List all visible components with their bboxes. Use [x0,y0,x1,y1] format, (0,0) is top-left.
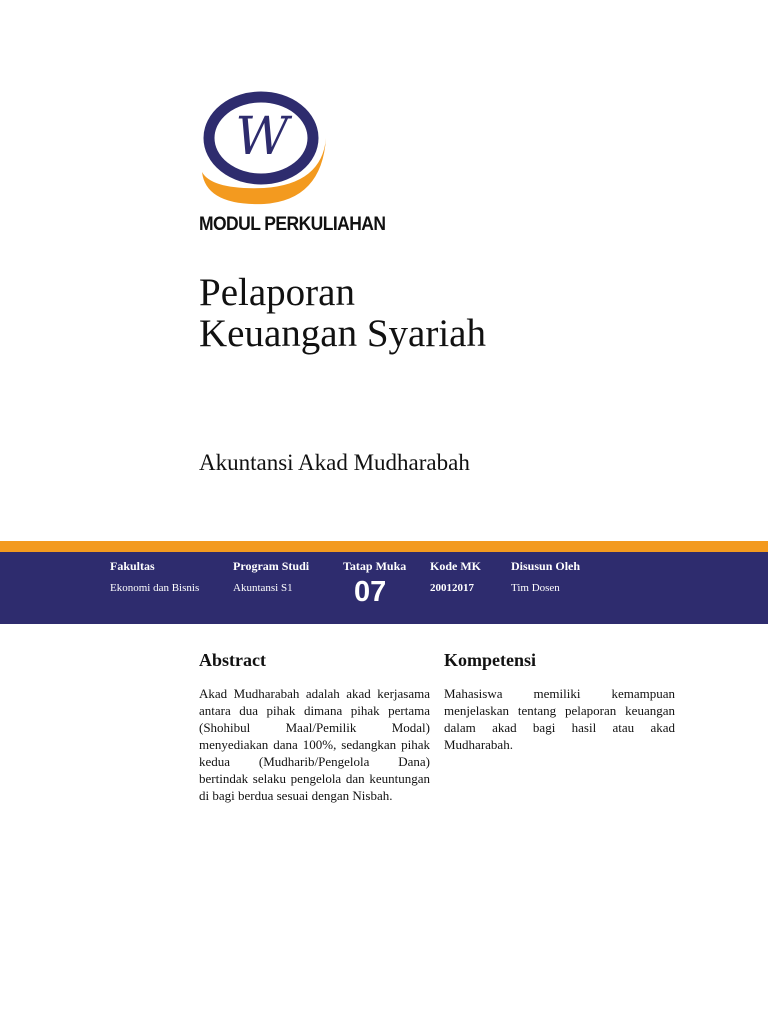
svg-text:W: W [235,107,289,167]
abstract-title: Abstract [199,650,266,670]
competence-section [444,650,675,753]
abstract-section [199,650,430,804]
info-band [0,552,768,624]
competence-title: Kompetensi [444,650,536,670]
program-info [233,559,309,594]
page-subtitle: Akuntansi Akad Mudharabah [199,450,470,475]
accent-stripe [0,541,768,552]
page-title [199,272,486,354]
course-code-info [430,559,481,594]
meeting-number: 07 [354,576,387,608]
faculty-value: Ekonomi dan Bisnis [110,582,200,594]
meeting-info [343,559,406,609]
author-value: Tim Dosen [511,582,560,594]
faculty-info [110,559,199,594]
competence-body: Mahasiswa memiliki kemampuan menjelaskan tentang pelaporan keuangan dalam akad bagi hasil atau akad Mudharabah. [444,686,675,752]
title-line-1: Pelaporan [199,271,355,314]
university-logo-icon [196,88,330,208]
title-line-2: Keuangan Syariah [199,312,486,355]
course-code-label: Kode MK [430,559,481,573]
program-value: Akuntansi S1 [233,582,293,594]
abstract-body: Akad Mudharabah adalah akad kerjasama antara dua pihak dimana pihak pertama (Shohibul Maal/Pemilik Modal) menyediakan dana 100%, sedangkan pihak kedua (Mudharib/Pengelola Dana) bertindak selaku pengelola dan keuntungan di bagi berdua sesuai dengan Nisbah. [199,686,430,803]
faculty-label: Fakultas [110,559,155,573]
author-info [511,559,580,594]
course-code-value: 20012017 [430,582,474,594]
meeting-label: Tatap Muka [343,559,407,573]
program-label: Program Studi [233,559,310,573]
author-label: Disusun Oleh [511,559,581,573]
module-label: MODUL PERKULIAHAN [199,214,386,235]
